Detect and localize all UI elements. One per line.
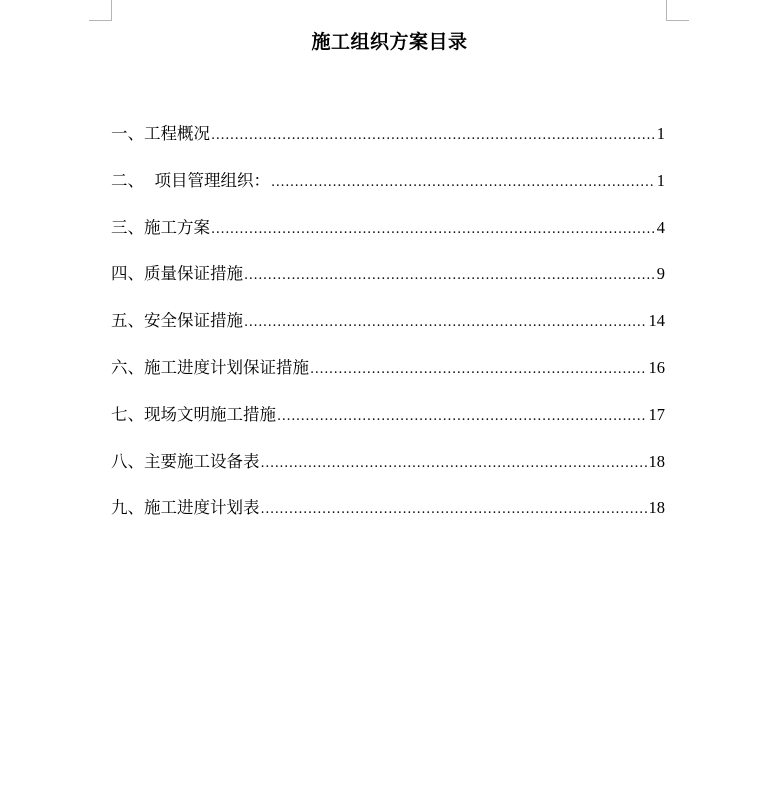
toc-entry-page: 4	[656, 217, 665, 237]
toc-entry[interactable]	[111, 307, 665, 354]
toc-entry-label: 三、施工方案	[111, 217, 210, 237]
toc-entry[interactable]	[111, 401, 665, 448]
toc-entry-page: 17	[648, 404, 665, 424]
toc-leader-dots	[261, 450, 647, 478]
toc-entry[interactable]	[111, 120, 665, 167]
document-title: 施工组织方案目录	[311, 31, 468, 53]
crop-mark-top-right	[666, 0, 689, 21]
toc-entry[interactable]	[111, 214, 665, 261]
toc-entry-page: 1	[656, 170, 665, 190]
toc-entry-label: 二、 项目管理组织：	[111, 170, 270, 190]
toc-leader-dots	[244, 309, 647, 337]
toc-entry[interactable]	[111, 260, 665, 307]
toc-entry-page: 9	[656, 264, 665, 284]
toc-leader-dots	[277, 403, 647, 431]
toc-entry-label: 七、现场文明施工措施	[111, 404, 276, 424]
toc-entry[interactable]	[111, 354, 665, 401]
toc-leader-dots	[310, 356, 647, 384]
toc-entry-page: 18	[648, 451, 665, 471]
toc-entry-label: 六、施工进度计划保证措施	[111, 357, 309, 377]
toc-entry-page: 16	[648, 357, 665, 377]
toc-entry-label: 九、施工进度计划表	[111, 498, 260, 518]
toc-entry-label: 八、主要施工设备表	[111, 451, 260, 471]
toc-entry-page: 14	[648, 311, 665, 331]
toc-entry-label: 五、安全保证措施	[111, 311, 243, 331]
toc-entry[interactable]	[111, 448, 665, 495]
toc-leader-dots	[244, 262, 655, 290]
toc-leader-dots	[261, 496, 647, 524]
table-of-contents	[111, 120, 665, 541]
toc-entry-label: 四、质量保证措施	[111, 264, 243, 284]
crop-mark-top-left	[89, 0, 112, 21]
toc-entry[interactable]	[111, 494, 665, 541]
toc-entry-page: 1	[656, 124, 665, 143]
toc-leader-dots	[211, 216, 655, 244]
toc-entry-page: 18	[648, 498, 665, 518]
toc-leader-dots	[271, 169, 655, 197]
toc-leader-dots	[211, 122, 655, 150]
toc-entry-label: 一、工程概况	[111, 124, 210, 143]
toc-entry[interactable]	[111, 167, 665, 214]
